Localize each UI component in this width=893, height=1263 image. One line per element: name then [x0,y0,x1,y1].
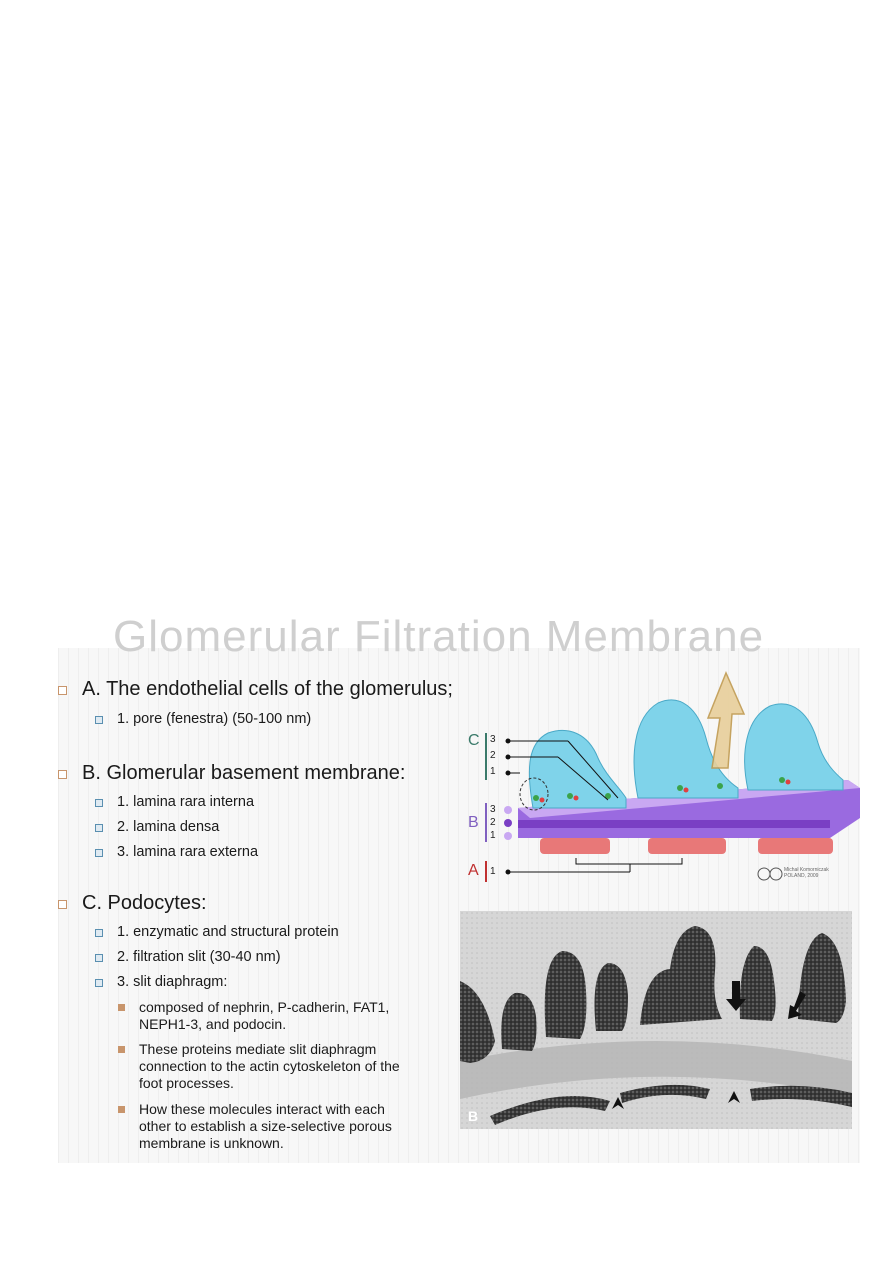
section-c-heading [58,892,207,915]
square-bullet-icon [95,979,103,987]
layer-label-b: B [468,814,479,831]
attribution-icon [770,868,782,880]
list-item: 1. lamina rara interna [95,794,254,810]
filtration-arrow-icon [708,673,744,768]
square-bullet-icon [95,849,103,857]
number-label: 1 [490,766,496,777]
list-item: 1. enzymatic and structural protein [95,924,339,940]
endothelium-segment [648,838,726,854]
number-label: 3 [490,734,496,745]
podocyte-foot [745,704,843,790]
diagram-credit: Michał Komorniczak POLAND, 2009 [784,867,829,879]
micrograph-panel-label: B [468,1108,479,1124]
endothelium-segment [540,838,610,854]
section-b-heading [58,762,405,785]
sub-list-item: composed of nephrin, P-cadherin, FAT1, NEPH1-3, and podocin. [118,999,389,1033]
square-bullet-icon [118,1106,125,1113]
square-bullet-icon [58,900,67,909]
square-bullet-icon [58,770,67,779]
number-label: 3 [490,804,496,815]
square-bullet-icon [95,929,103,937]
section-a-heading-text: A. The endothelial cells of the glomerulus; [82,678,453,700]
square-bullet-icon [95,954,103,962]
list-item: 3. slit diaphragm: [95,974,227,990]
sub-list-item: How these molecules interact with each other to establish a size-selective porous membrane is unknown. [118,1101,392,1152]
square-bullet-icon [95,716,103,724]
electron-micrograph [460,911,852,1129]
square-bullet-icon [118,1046,125,1053]
layer-label-a: A [468,862,479,879]
square-bullet-icon [95,824,103,832]
slide [58,612,860,1163]
number-label: 1 [490,866,496,877]
section-a-heading [58,678,453,701]
cc-license-icon [758,868,770,880]
endothelium-segment [758,838,833,854]
number-label: 2 [490,817,496,828]
square-bullet-icon [95,799,103,807]
number-label: 2 [490,750,496,761]
square-bullet-icon [118,1004,125,1011]
number-label: 1 [490,830,496,841]
sub-list-item: These proteins mediate slit diaphragm connection to the actin cytoskeleton of the foot processes. [118,1041,400,1092]
filtration-membrane-diagram [458,648,860,900]
layer-label-c: C [468,732,480,749]
list-item: 2. lamina densa [95,819,219,835]
square-bullet-icon [58,686,67,695]
list-item: 3. lamina rara externa [95,844,258,860]
section-c-heading-text: C. Podocytes: [82,892,207,914]
list-item: 2. filtration slit (30-40 nm) [95,949,281,965]
slide-title: Glomerular Filtration Membrane [113,612,765,661]
list-item: 1. pore (fenestra) (50-100 nm) [95,711,311,727]
section-b-heading-text: B. Glomerular basement membrane: [82,762,406,784]
